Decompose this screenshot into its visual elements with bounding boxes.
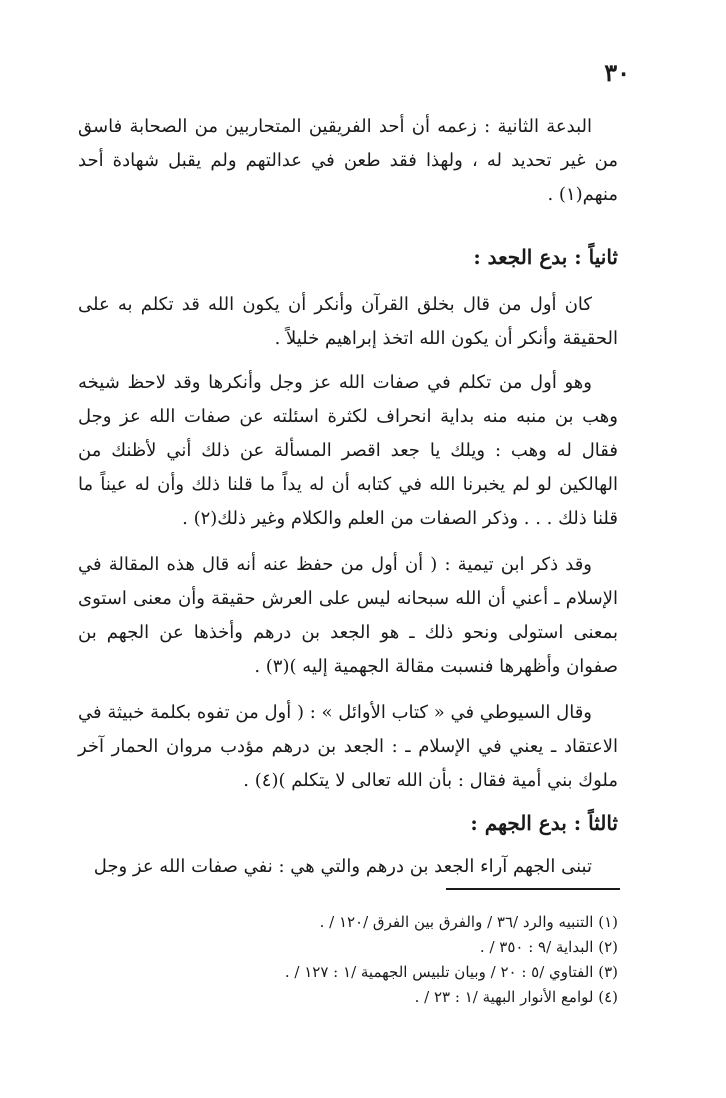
- footnote-1: (١) التنبيه والرد /٣٦ / والفرق بين الفرق /١٢٠ / .: [319, 913, 618, 931]
- footnotes: [78, 910, 618, 1010]
- paragraph-text: وقد ذكر ابن تيمية : ( أن أول من حفظ عنه أنه قال هذه المقالة في الإسلام ـ أعني أن الله سبحانه ليس على العرش حقيقة وأن معنى استوى بمعنى استولى ونحو ذلك ـ هو الجعد بن درهم وأخذها عن الجهم بن صفوان وأظهرها فنسبت مقالة الجهمية إليه )(٣) .: [78, 554, 618, 677]
- paragraph-jahm-views: [78, 850, 618, 884]
- paragraph-text: تبنى الجهم آراء الجعد بن درهم والتي هي : نفي صفات الله عز وجل: [93, 856, 592, 877]
- heading-text: ثانياً : بدع الجعد :: [473, 245, 618, 269]
- page-number: ٣٠: [604, 58, 630, 87]
- paragraph-quran-creation: [78, 288, 618, 356]
- section-heading-jahm: [78, 806, 618, 840]
- paragraph-text: وهو أول من تكلم في صفات الله عز وجل وأنكرها وقد لاحظ شيخه وهب بن منبه منه بداية انحراف لكثرة اسئلته عن صفات الله عز وجل فقال له وهب : ويلك يا جعد اقصر المسألة عن ذلك أني لأظنك من الهالكين لو لم يخبرنا الله في كتابه أن له يداً ما قلنا ذلك وأن له عيناً ما قلنا ذلك . . . وذكر الصفات من العلم والكلام وغير ذلك(٢) .: [78, 372, 618, 529]
- footnote-2: (٢) البداية /٩ : ٣٥٠ / .: [479, 938, 618, 956]
- section-heading-jaad: [78, 240, 618, 274]
- paragraph-second-innovation: [78, 110, 618, 212]
- paragraph-attributes: [78, 366, 618, 536]
- paragraph-text: كان أول من قال بخلق القرآن وأنكر أن يكون الله قد تكلم به على الحقيقة وأنكر أن يكون الله اتخذ إبراهيم خليلاً .: [78, 294, 618, 349]
- paragraph-ibn-taymiyyah: [78, 548, 618, 684]
- footnote-4: (٤) لوامع الأنوار البهية /١ : ٢٣ / .: [414, 988, 618, 1006]
- heading-text: ثالثاً : بدع الجهم :: [470, 811, 618, 835]
- footnote-divider: [446, 888, 620, 890]
- paragraph-suyuti: [78, 696, 618, 798]
- paragraph-text: وقال السيوطي في « كتاب الأوائل » : ( أول من تفوه بكلمة خبيثة في الاعتقاد ـ يعني في الإسلام ـ : الجعد بن درهم مؤدب مروان الحمار آخر ملوك بني أمية فقال : بأن الله تعالى لا يتكلم )(٤) .: [78, 702, 618, 791]
- paragraph-text: البدعة الثانية : زعمه أن أحد الفريقين المتحاربين من الصحابة فاسق من غير تحديد له ، ولهذا فقد طعن في عدالتهم ولم يقبل شهادة أحد منهم(١) .: [78, 116, 618, 205]
- footnote-3: (٣) الفتاوي /٥ : ٢٠ / وبيان تلبيس الجهمية /١ : ١٢٧ / .: [284, 963, 618, 981]
